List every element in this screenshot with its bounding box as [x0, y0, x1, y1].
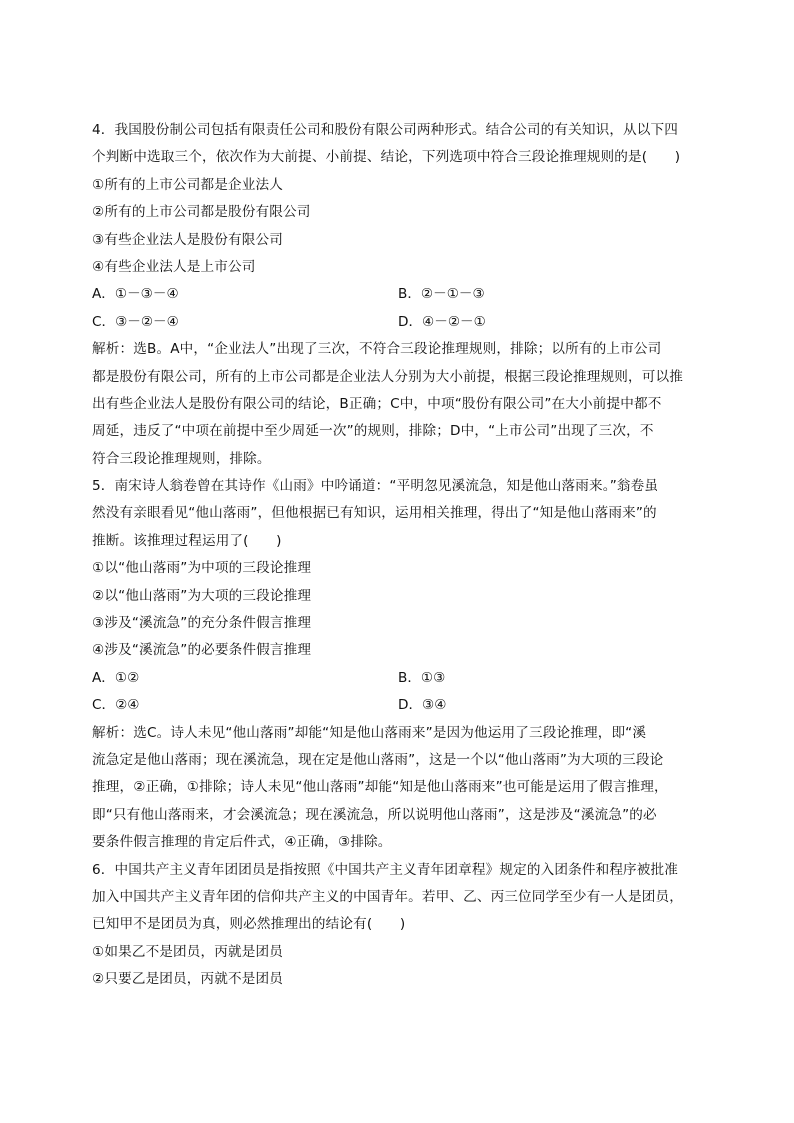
statement-item: ④涉及“溪流急”的必要条件假言推理 [92, 642, 312, 659]
statement-item: ③涉及“溪流急”的充分条件假言推理 [92, 615, 312, 632]
question-4 [92, 117, 702, 473]
statement-item: ④有些企业法人是上市公司 [92, 258, 256, 275]
question-stem-line: 然没有亲眼看见“他山落雨”，但他根据已有知识，运用相关推理，得出了“知是他山落雨来”的 [92, 505, 657, 522]
option-c: C．②④ [92, 697, 140, 714]
question-5 [92, 473, 702, 856]
option-d: D．④－②－① [398, 313, 486, 330]
question-stem-line: 已知甲不是团员为真，则必然推理出的结论有( ) [92, 916, 406, 933]
analysis-line: 都是股份有限公司，所有的上市公司都是企业法人分别为大小前提，根据三段论推理规则，可以推 [92, 368, 683, 385]
option-d: D．③④ [398, 697, 447, 714]
analysis-line: 出有些企业法人是股份有限公司的结论，B正确；C中，中项“股份有限公司”在大小前提中都不 [92, 395, 662, 412]
answer-options-row [92, 309, 702, 336]
statement-item: ②所有的上市公司都是股份有限公司 [92, 204, 311, 221]
statement-item: ①所有的上市公司都是企业法人 [92, 176, 284, 193]
question-stem-line: 推断。该推理过程运用了( ) [92, 532, 282, 549]
statement-item: ①如果乙不是团员，丙就是团员 [92, 943, 284, 960]
statement-item: ②只要乙是团员，丙就不是团员 [92, 971, 284, 988]
document-page [92, 117, 702, 994]
question-6 [92, 857, 702, 994]
option-a: A．①－③－④ [92, 286, 179, 303]
question-stem-line: 个判断中选取三个，依次作为大前提、小前提、结论，下列选项中符合三段论推理规则的是( ) [92, 149, 681, 166]
analysis-line: 要条件假言推理的肯定后件式，④正确，③排除。 [92, 834, 392, 851]
question-stem-line: 6．中国共产主义青年团团员是指按照《中国共产主义青年团章程》规定的入团条件和程序被批准 [92, 861, 679, 878]
option-b: B．①③ [398, 669, 446, 686]
statement-item: ①以“他山落雨”为中项的三段论推理 [92, 560, 312, 577]
option-c: C．③－②－④ [92, 313, 179, 330]
question-stem-line: 5．南宋诗人翁卷曾在其诗作《山雨》中吟诵道：“平明忽见溪流急，知是他山落雨来。”翁卷虽 [92, 478, 659, 495]
answer-options-row [92, 281, 702, 308]
question-stem-line: 4．我国股份制公司包括有限责任公司和股份有限公司两种形式。结合公司的有关知识，从以下四 [92, 122, 679, 138]
option-b: B．②－①－③ [398, 286, 485, 303]
analysis-line: 符合三段论推理规则，排除。 [92, 450, 271, 467]
analysis-line: 推理，②正确，①排除；诗人未见“他山落雨”却能“知是他山落雨来”也可能是运用了假言推理， [92, 779, 668, 796]
question-stem-line: 加入中国共产主义青年团的信仰共产主义的中国青年。若甲、乙、丙三位同学至少有一人是团员， [92, 888, 683, 905]
answer-options-row [92, 665, 702, 692]
option-a: A．①② [92, 669, 140, 686]
analysis-line: 周延，违反了“中项在前提中至少周延一次”的规则，排除；D中，“上市公司”出现了三次，不 [92, 423, 654, 440]
analysis-line: 即“只有他山落雨来，才会溪流急；现在溪流急，所以说明他山落雨”，这是涉及“溪流急”的必 [92, 806, 657, 823]
answer-options-row [92, 692, 702, 719]
statement-item: ②以“他山落雨”为大项的三段论推理 [92, 587, 312, 604]
statement-item: ③有些企业法人是股份有限公司 [92, 231, 284, 248]
analysis-line: 解析：选B。A中，“企业法人”出现了三次，不符合三段论推理规则，排除；以所有的上市公司 [92, 341, 662, 358]
analysis-line: 流急定是他山落雨；现在溪流急，现在定是他山落雨”，这是一个以“他山落雨”为大项的三段论 [92, 751, 664, 768]
analysis-line: 解析：选C。诗人未见“他山落雨”却能“知是他山落雨来”是因为他运用了三段论推理，即“溪 [92, 724, 647, 741]
